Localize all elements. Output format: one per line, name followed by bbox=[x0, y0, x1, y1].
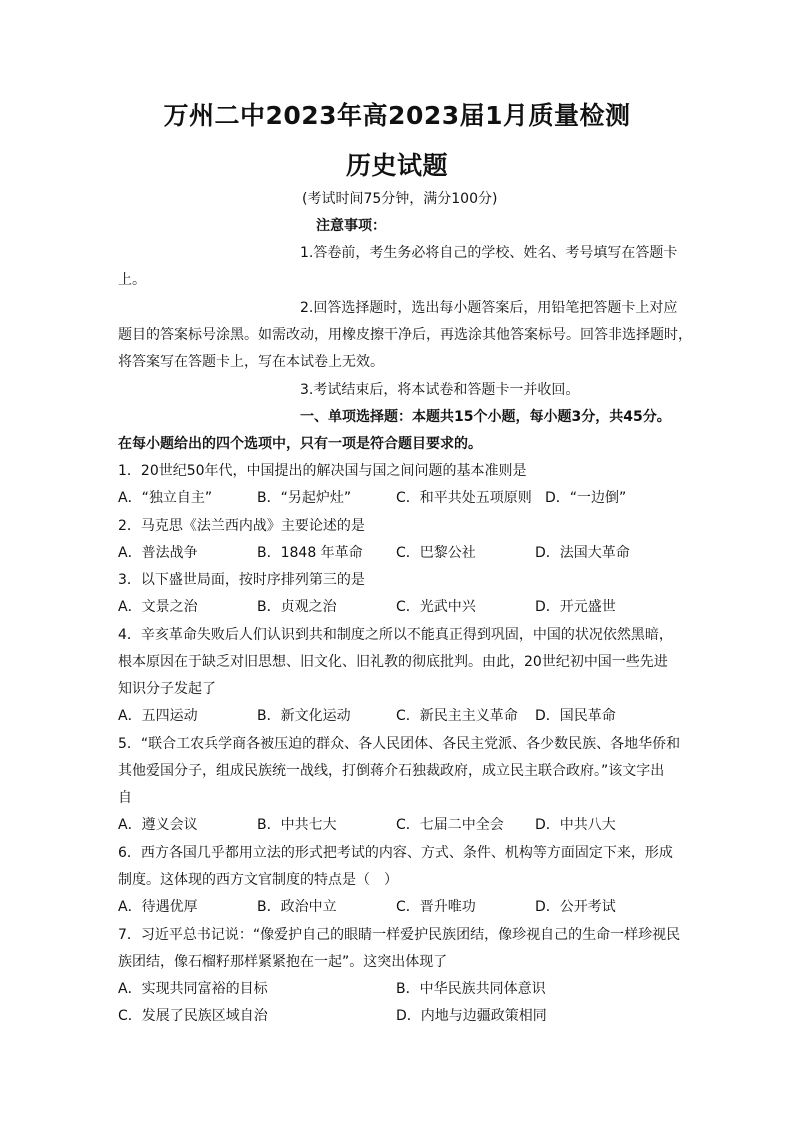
question-3-option-a: A．文景之治 bbox=[118, 599, 198, 615]
exam-title: 万州二中2023年高2023届1月质量检测 bbox=[163, 101, 631, 130]
notice-item-1-cont: 上。 bbox=[118, 272, 146, 288]
question-6-option-b: B．政治中立 bbox=[257, 899, 337, 915]
notice-item-3: 3.考试结束后，将本试卷和答题卡一并收回。 bbox=[300, 382, 580, 398]
question-2-option-a: A．普法战争 bbox=[118, 545, 198, 561]
question-5-stem: 5．“联合工农兵学商各被压迫的群众、各人民团体、各民主党派、各少数民族、各地华侨和 bbox=[118, 736, 681, 752]
question-4-option-a: A．五四运动 bbox=[118, 708, 198, 724]
question-2-stem: 2．马克思《法兰西内战》主要论述的是 bbox=[118, 518, 365, 534]
question-6-option-d: D．公开考试 bbox=[535, 899, 616, 915]
notice-heading: 注意事项： bbox=[316, 218, 386, 234]
question-5-option-b: B．中共七大 bbox=[257, 817, 337, 833]
section-heading: 一、单项选择题：本题共15个小题，每小题3分，共45分。 bbox=[300, 409, 671, 425]
question-1-option-d: D．“一边倒” bbox=[545, 490, 627, 506]
question-5-stem-cont: 其他爱国分子，组成民族统一战线，打倒蒋介石独裁政府，成立民主联合政府。”该文字出 bbox=[118, 763, 665, 779]
question-7-option-a: A．实现共同富裕的目标 bbox=[118, 981, 268, 997]
section-instruction: 在每小题给出的四个选项中，只有一项是符合题目要求的。 bbox=[118, 436, 482, 452]
question-6-stem-cont: 制度。这体现的西方文官制度的特点是（ ） bbox=[118, 872, 398, 888]
question-6-option-c: C．晋升唯功 bbox=[396, 899, 476, 915]
question-7-option-d: D．内地与边疆政策相同 bbox=[396, 1008, 547, 1024]
question-5-stem-cont: 自 bbox=[118, 790, 132, 806]
question-3-option-b: B．贞观之治 bbox=[257, 599, 337, 615]
question-1-option-b: B．“另起炉灶” bbox=[257, 490, 352, 506]
question-5-option-d: D．中共八大 bbox=[535, 817, 616, 833]
question-4-option-b: B．新文化运动 bbox=[257, 708, 351, 724]
question-4-stem-cont: 知识分子发起了 bbox=[118, 681, 216, 697]
question-1-option-a: A．“独立自主” bbox=[118, 490, 213, 506]
question-1-option-c: C．和平共处五项原则 bbox=[396, 490, 532, 506]
question-3-option-c: C．光武中兴 bbox=[396, 599, 476, 615]
subject-title: 历史试题 bbox=[345, 151, 448, 180]
notice-item-2-cont: 将答案写在答题卡上，写在本试卷上无效。 bbox=[118, 354, 384, 370]
question-3-option-d: D．开元盛世 bbox=[535, 599, 616, 615]
notice-item-2: 2.回答选择题时，选出每小题答案后，用铅笔把答题卡上对应 bbox=[300, 300, 678, 316]
question-7-option-b: B．中华民族共同体意识 bbox=[396, 981, 546, 997]
question-5-option-c: C．七届二中全会 bbox=[396, 817, 504, 833]
question-4-stem-cont: 根本原因在于缺乏对旧思想、旧文化、旧礼教的彻底批判。由此，20世纪初中国一些先进 bbox=[118, 654, 668, 670]
question-4-option-c: C．新民主主义革命 bbox=[396, 708, 518, 724]
question-7-stem: 7．习近平总书记说：“像爱护自己的眼睛一样爱护民族团结，像珍视自己的生命一样珍视民 bbox=[118, 927, 681, 943]
question-4-stem: 4．辛亥革命失败后人们认识到共和制度之所以不能真正得到巩固，中国的状况依然黑暗， bbox=[118, 627, 673, 643]
question-1-stem: 1．20世纪50年代，中国提出的解决国与国之间问题的基本准则是 bbox=[118, 463, 527, 479]
notice-item-2-cont: 题目的答案标号涂黑。如需改动，用橡皮擦干净后，再选涂其他答案标号。回答非选择题时， bbox=[118, 327, 692, 343]
question-5-option-a: A．遵义会议 bbox=[118, 817, 198, 833]
question-2-option-d: D．法国大革命 bbox=[535, 545, 630, 561]
question-4-option-d: D．国民革命 bbox=[535, 708, 616, 724]
question-6-option-a: A．待遇优厚 bbox=[118, 899, 198, 915]
question-7-stem-cont: 族团结，像石榴籽那样紧紧抱在一起”。这突出体现了 bbox=[118, 954, 448, 970]
time-note: (考试时间75分钟，满分100分) bbox=[302, 191, 498, 207]
question-6-stem: 6．西方各国几乎都用立法的形式把考试的内容、方式、条件、机构等方面固定下来，形成 bbox=[118, 845, 673, 861]
question-3-stem: 3．以下盛世局面，按时序排列第三的是 bbox=[118, 572, 365, 588]
question-2-option-c: C．巴黎公社 bbox=[396, 545, 476, 561]
notice-item-1: 1.答卷前，考生务必将自己的学校、姓名、考号填写在答题卡 bbox=[300, 245, 678, 261]
question-2-option-b: B．1848 年革命 bbox=[257, 545, 363, 561]
question-7-option-c: C．发展了民族区域自治 bbox=[118, 1008, 268, 1024]
